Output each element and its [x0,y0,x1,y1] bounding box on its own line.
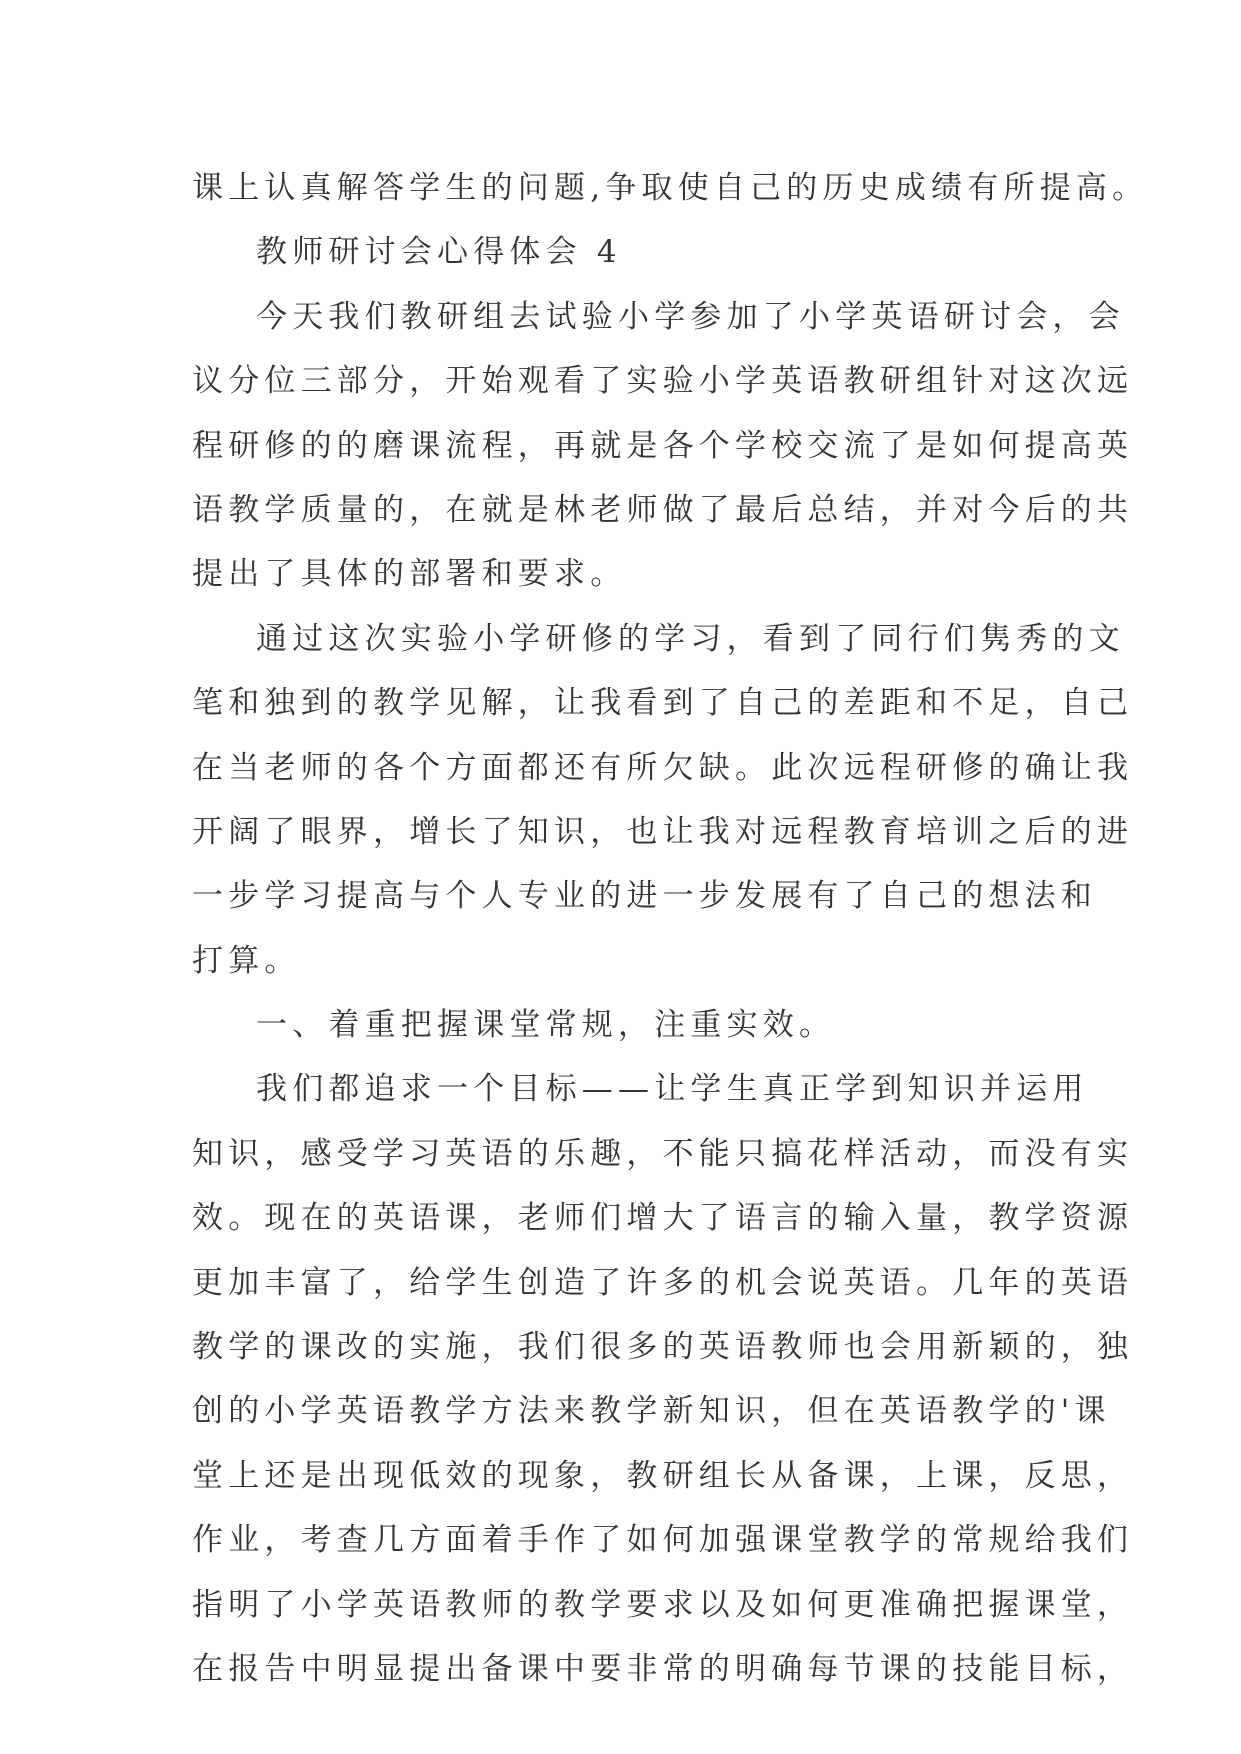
text-line: 知识，感受学习英语的乐趣，不能只搞花样活动，而没有实 [192,1135,1134,1172]
text-line: 打算。 [192,942,301,979]
text-line: 堂上还是出现低效的现象，教研组长从备课，上课，反思， [192,1457,1134,1494]
text-line: 程研修的的磨课流程，再就是各个学校交流了是如何提高英 [192,427,1134,464]
text-line: 效。现在的英语课，老师们增大了语言的输入量，教学资源 [192,1200,1134,1237]
text-line: 教学的课改的实施，我们很多的英语教师也会用新颖的，独 [192,1329,1134,1366]
text-line: 开阔了眼界，增长了知识，也让我对远程教育培训之后的进 [192,813,1134,850]
text-line: 一步学习提高与个人专业的进一步发展有了自己的想法和 [192,878,1097,915]
text-line: 一、着重把握课堂常规，注重实效。 [256,1007,836,1044]
text-line: 提出了具体的部署和要求。 [192,556,627,593]
text-line: 课上认真解答学生的问题,争取使自己的历史成绩有所提高。 [192,170,1149,206]
text-line: 指明了小学英语教师的教学要求以及如何更准确把握课堂， [192,1586,1134,1623]
text-line: 更加丰富了，给学生创造了许多的机会说英语。几年的英语 [192,1264,1134,1301]
text-line: 笔和独到的教学见解，让我看到了自己的差距和不足，自己 [192,685,1134,722]
text-line: 在报告中明显提出备课中要非常的明确每节课的技能目标， [192,1650,1134,1687]
text-line: 今天我们教研组去试验小学参加了小学英语研讨会，会 [256,298,1125,335]
text-line: 教师研讨会心得体会 4 [256,234,622,271]
text-line: 在当老师的各个方面都还有所欠缺。此次远程研修的确让我 [192,749,1134,786]
document-body [192,156,1149,1701]
text-line: 我们都追求一个目标——让学生真正学到知识并运用 [256,1071,1089,1108]
text-line: 议分位三部分，开始观看了实验小学英语教研组针对这次远 [192,363,1134,400]
text-line: 作业，考查几方面着手作了如何加强课堂教学的常规给我们 [192,1522,1134,1559]
text-line: 通过这次实验小学研修的学习，看到了同行们隽秀的文 [256,620,1125,657]
text-line: 语教学质量的，在就是林老师做了最后总结，并对今后的共 [192,491,1134,528]
text-line: 创的小学英语教学方法来教学新知识，但在英语教学的'课 [192,1393,1111,1430]
